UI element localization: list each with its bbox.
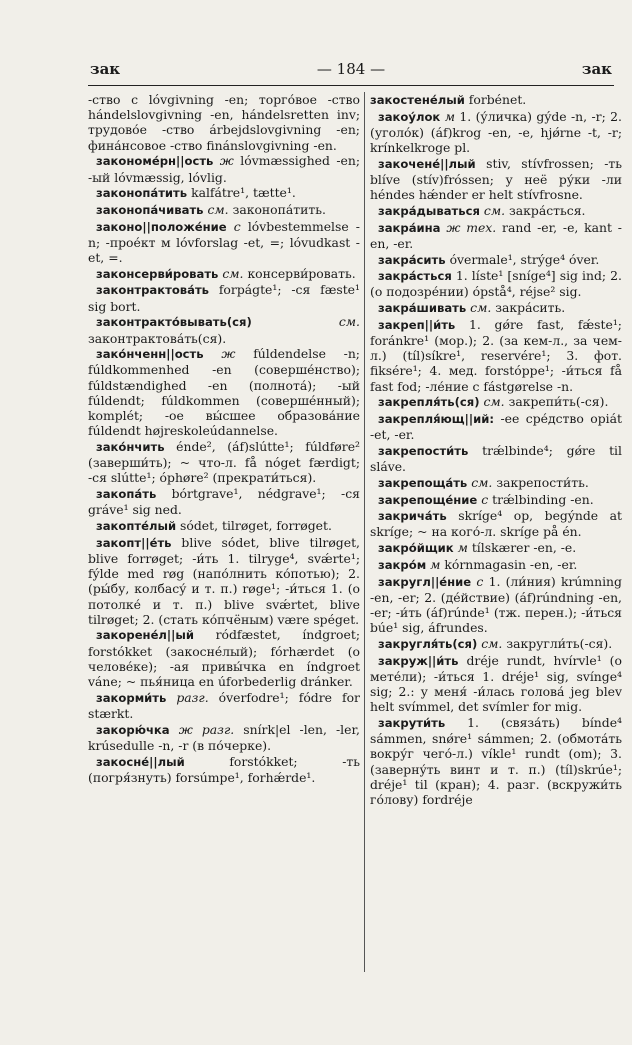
dictionary-entry bbox=[370, 92, 622, 108]
entry-grammar: ж bbox=[219, 153, 234, 169]
entry-definition: tílskærer -en, -e. bbox=[471, 540, 577, 556]
entry-headword: закро́м bbox=[378, 557, 427, 572]
dictionary-entry bbox=[88, 314, 360, 345]
entry-definition: закругли́ть(-ся). bbox=[506, 635, 613, 651]
entry-definition: закрепи́ть(-ся). bbox=[508, 394, 609, 410]
dictionary-entry bbox=[370, 156, 622, 203]
dictionary-entry bbox=[88, 202, 360, 218]
entry-definition: законопа́тить. bbox=[232, 201, 326, 217]
entry-headword: закругл||е́ние bbox=[378, 574, 472, 589]
entry-headword: зако́нчить bbox=[96, 439, 165, 454]
entry-headword: закра́сить bbox=[378, 252, 446, 267]
entry-definition: forpágte¹; -ся fæste¹ sig bort. bbox=[88, 282, 360, 314]
entry-headword: закругля́ть(ся) bbox=[378, 636, 478, 651]
entry-headword: закорми́ть bbox=[96, 690, 167, 705]
entry-definition: -ее сре́дство opiát -et, -er. bbox=[370, 411, 622, 443]
entry-grammar: ж разг. bbox=[178, 721, 235, 737]
entry-grammar: разг. bbox=[176, 689, 209, 705]
entry-definition: закрепости́ть. bbox=[496, 474, 589, 490]
entry-headword: закосне́||лый bbox=[96, 754, 185, 769]
header-right-guideword: зак bbox=[581, 60, 612, 78]
dictionary-entry bbox=[370, 109, 622, 156]
entry-definition: forbénet. bbox=[468, 92, 527, 107]
entry-headword: закрепоща́ть bbox=[378, 475, 468, 490]
entry-grammar: c bbox=[476, 573, 484, 589]
dictionary-entry bbox=[370, 317, 622, 394]
dictionary-entry bbox=[88, 185, 360, 201]
column-separator bbox=[364, 92, 365, 972]
dictionary-entry bbox=[88, 518, 360, 534]
dictionary-entry bbox=[88, 92, 360, 153]
entry-grammar: ж bbox=[221, 346, 236, 362]
dictionary-entry bbox=[88, 219, 360, 266]
entry-definition: trǽlbinding -en. bbox=[492, 491, 594, 507]
dictionary-entry bbox=[370, 557, 622, 573]
entry-grammar: c bbox=[233, 218, 241, 234]
dictionary-entry bbox=[370, 203, 622, 219]
dictionary-entry bbox=[370, 268, 622, 299]
entry-grammar: ж тех. bbox=[446, 219, 497, 235]
entry-definition: закра́сться. bbox=[509, 202, 586, 218]
entry-headword: закорю́чка bbox=[96, 722, 170, 737]
entry-grammar: см. bbox=[483, 202, 506, 218]
entry-definition: bórtgrave¹, nédgrave¹; -ся gráve¹ sig ned. bbox=[88, 486, 360, 518]
entry-definition: 1. (связа́ть) bínde⁴ sámmen, snǿre¹ sámmen; 2. (обмота́ть вокру́г чего́-л.) víkle¹ rundt (om); 3. (заверну́ть винт и т. п.) (tíl)skrúe¹; dréje¹ til (кран); 4. разг. (вскружи́ть го́лову) fordréje bbox=[370, 714, 622, 807]
entry-grammar: см. bbox=[483, 394, 505, 410]
entry-grammar: см. bbox=[222, 265, 244, 281]
dictionary-entry bbox=[370, 574, 622, 636]
entry-definition: -ство c lóvgivning -en; торго́вое -ство hándelslovgivning -en, hándelsretten inv; трудово́е -ство árbejdslovgivning -en; фина́нсовое -ство finánslovgivning -en. bbox=[88, 92, 360, 153]
dictionary-entry bbox=[370, 443, 622, 474]
entry-headword: закопт||е́ть bbox=[96, 535, 172, 550]
entry-definition: 1. gǿre fast, fǽste¹; foránkre¹ (мор.); 2. (за кем-л., за чем-л.) (tíl)síkre¹, reservére¹; 3. фот. fiksére¹; 4. мед. forstóppe¹; -и́ться få fast fod; -ле́ние c fástgørelse -n. bbox=[370, 316, 622, 394]
dictionary-entry bbox=[370, 300, 622, 316]
dictionary-entry bbox=[370, 492, 622, 508]
entry-definition: 1. (ли́ния) krúmning -en, -er; 2. (де́йствие) (áf)rúndning -en, -er; -и́ть (áf)rúnde¹ (тж. перен.); -и́ться búe¹ sig, áfrundes. bbox=[370, 573, 622, 636]
entry-headword: законопа́чивать bbox=[96, 202, 204, 217]
entry-definition: stiv, stívfrossen; -ть blíve (stív)fróssen; у неё ру́ки -ли héndes hǽnder er helt stívfrosne. bbox=[370, 155, 622, 203]
entry-headword: закрепля́ть(ся) bbox=[378, 395, 480, 410]
entry-headword: закрути́ть bbox=[378, 715, 446, 730]
dictionary-entry bbox=[370, 475, 622, 491]
entry-grammar: м bbox=[430, 556, 441, 572]
entry-headword: закрепости́ть bbox=[378, 443, 469, 458]
entry-definition: sódet, tilrøget, forrøget. bbox=[180, 517, 332, 533]
entry-definition: blive sódet, blive tilrøget, blive forrøget; -и́ть 1. tilryge⁴, svǽrte¹; fýlde med røg (напо́лнить ко́потью); 2. (ры́бу, колбасу́ и т. п.) røge¹; -и́ться 1. (о потолке́ и т. п.) blive svǽrtet, blive tilrøget; 2. (стать ко́пчёным) være spéget. bbox=[88, 534, 360, 627]
entry-headword: законопа́тить bbox=[96, 186, 188, 201]
dictionary-entry bbox=[88, 153, 360, 184]
entry-headword: законтракто́вывать(ся) bbox=[96, 315, 252, 330]
entry-headword: закра́дываться bbox=[378, 203, 480, 218]
entry-definition: kalfátre¹, tætte¹. bbox=[191, 185, 296, 201]
entry-definition: kórnmagasin -en, -er. bbox=[444, 556, 578, 572]
entry-grammar: см. bbox=[338, 314, 360, 330]
entry-headword: закра́ина bbox=[378, 220, 441, 235]
entry-headword: закруж||и́ть bbox=[378, 653, 459, 668]
dictionary-entry bbox=[88, 282, 360, 313]
entry-headword: закрепоще́ние bbox=[378, 492, 478, 507]
dictionary-entry bbox=[88, 690, 360, 721]
dictionary-entry bbox=[88, 439, 360, 486]
entry-definition: закра́сить. bbox=[495, 300, 566, 316]
entry-headword: закопте́лый bbox=[96, 518, 177, 533]
entry-grammar: см. bbox=[207, 201, 229, 217]
entry-headword: закра́сться bbox=[378, 269, 452, 284]
dictionary-entry bbox=[370, 653, 622, 715]
entry-definition: skríge⁴ op, begýnde at skríge; ~ на кого́-л. skríge på én. bbox=[370, 508, 622, 540]
entry-definition: óverfodre¹; fódre for stærkt. bbox=[88, 689, 360, 721]
dictionary-entry bbox=[370, 252, 622, 268]
entry-headword: законсерви́ровать bbox=[96, 266, 219, 281]
entry-definition: lóvbestemmelse -n; -прое́кт м lóvforslag -et, =; lóvudkast -et, =. bbox=[88, 218, 360, 266]
dictionary-entry bbox=[88, 266, 360, 282]
entry-headword: закреп||и́ть bbox=[378, 317, 456, 332]
entry-grammar: см. bbox=[471, 474, 493, 490]
entry-headword: зако́нченн||ость bbox=[96, 347, 204, 362]
entry-definition: trǽlbinde⁴; gǿre til sláve. bbox=[370, 442, 622, 475]
entry-definition: forstókket; -ть (погря́знуть) forsúmpe¹, forhǽrde¹. bbox=[88, 753, 360, 785]
entry-headword: закорене́л||ый bbox=[96, 628, 194, 643]
dictionary-entry bbox=[370, 220, 622, 251]
entry-definition: консерви́ровать. bbox=[247, 265, 356, 281]
dictionary-entry bbox=[88, 486, 360, 517]
dictionary-entry bbox=[88, 535, 360, 627]
dictionary-entry bbox=[370, 508, 622, 539]
dictionary-entry bbox=[370, 394, 622, 410]
entry-definition: énde², (áf)slútte¹; fúldføre² (заверши́ть); ~ что-л. få nóget færdigt; -ся slútte¹; óphøre² (прекрати́ться). bbox=[88, 438, 360, 486]
header-rule bbox=[88, 85, 614, 86]
entry-definition: ródfæstet, índgroet; forstókket (закосне́лый); fórhærdet (о челове́ке); -ая привы́чка en índgroet váne; ~ пья́ница en úforbederlig dránker. bbox=[88, 627, 360, 690]
page-header bbox=[90, 60, 612, 82]
page-number: — 184 — bbox=[316, 60, 386, 78]
right-column bbox=[370, 92, 622, 808]
header-left-guideword: зак bbox=[90, 60, 121, 78]
entry-headword: закро́йщик bbox=[378, 541, 454, 556]
entry-definition: snírk|el -len, -ler, krúsedulle -n, -r (в по́черке). bbox=[88, 721, 360, 753]
dictionary-entry bbox=[370, 540, 622, 556]
dictionary-entry bbox=[370, 636, 622, 652]
entry-headword: закостене́лый bbox=[370, 93, 465, 107]
entry-grammar: м bbox=[457, 540, 468, 556]
entry-grammar: см. bbox=[481, 635, 503, 651]
entry-definition: lóvmæssighed -en; -ый lóvmæssig, lóvlig. bbox=[88, 153, 360, 185]
dictionary-entry bbox=[370, 411, 622, 442]
dictionary-entry bbox=[88, 346, 360, 438]
dictionary-entry bbox=[370, 715, 622, 807]
entry-definition: rand -er, -e, kant -en, -er. bbox=[370, 219, 622, 251]
entry-headword: закоу́лок bbox=[378, 109, 441, 124]
entry-grammar: c bbox=[481, 491, 489, 507]
entry-definition: fúldendelse -n; fúldkommenhed -en (соверше́нство); fúldstændighed -en (полнота́); -ый fúldendt; fúldkommen (соверше́нный); komplét; -ое вы́сшее образова́ние fúldendt højreskoleúdannelse. bbox=[88, 346, 360, 439]
entry-headword: закочене́||лый bbox=[378, 156, 476, 171]
entry-headword: закрича́ть bbox=[378, 509, 447, 524]
entry-headword: законтрактова́ть bbox=[96, 283, 210, 298]
dictionary-entry bbox=[88, 722, 360, 753]
entry-headword: закопа́ть bbox=[96, 487, 157, 502]
entry-headword: закра́шивать bbox=[378, 301, 467, 316]
entry-definition: законтрактова́ть(ся). bbox=[88, 330, 227, 346]
entry-grammar: см. bbox=[470, 300, 492, 316]
left-column bbox=[88, 92, 360, 785]
dictionary-entry bbox=[88, 754, 360, 785]
entry-definition: 1. líste¹ [sníge⁴] sig ind; 2. (о подозре́нии) ópstå⁴, réjse² sig. bbox=[370, 268, 622, 300]
dictionary-entry bbox=[88, 627, 360, 689]
entry-headword: закономе́рн||ость bbox=[96, 154, 214, 169]
entry-headword: законо||положе́ние bbox=[96, 219, 227, 234]
entry-definition: óvermale¹, strýge⁴ óver. bbox=[449, 251, 600, 267]
entry-headword: закрепля́ющ||ий: bbox=[378, 412, 494, 427]
entry-definition: 1. (у́личка) gýde -n, -r; 2. (уголо́к) (áf)krog -en, -e, hjǿrne -t, -r; krínkelkroge pl. bbox=[370, 108, 622, 156]
entry-grammar: м bbox=[444, 108, 455, 124]
entry-definition: dréje rundt, hvírvle¹ (о мете́ли); -и́ться 1. dréje¹ sig, svínge⁴ sig; 2.: у меня́ -и́лась голова́ jeg blev helt svímmel, det svímler for mig. bbox=[370, 652, 622, 715]
